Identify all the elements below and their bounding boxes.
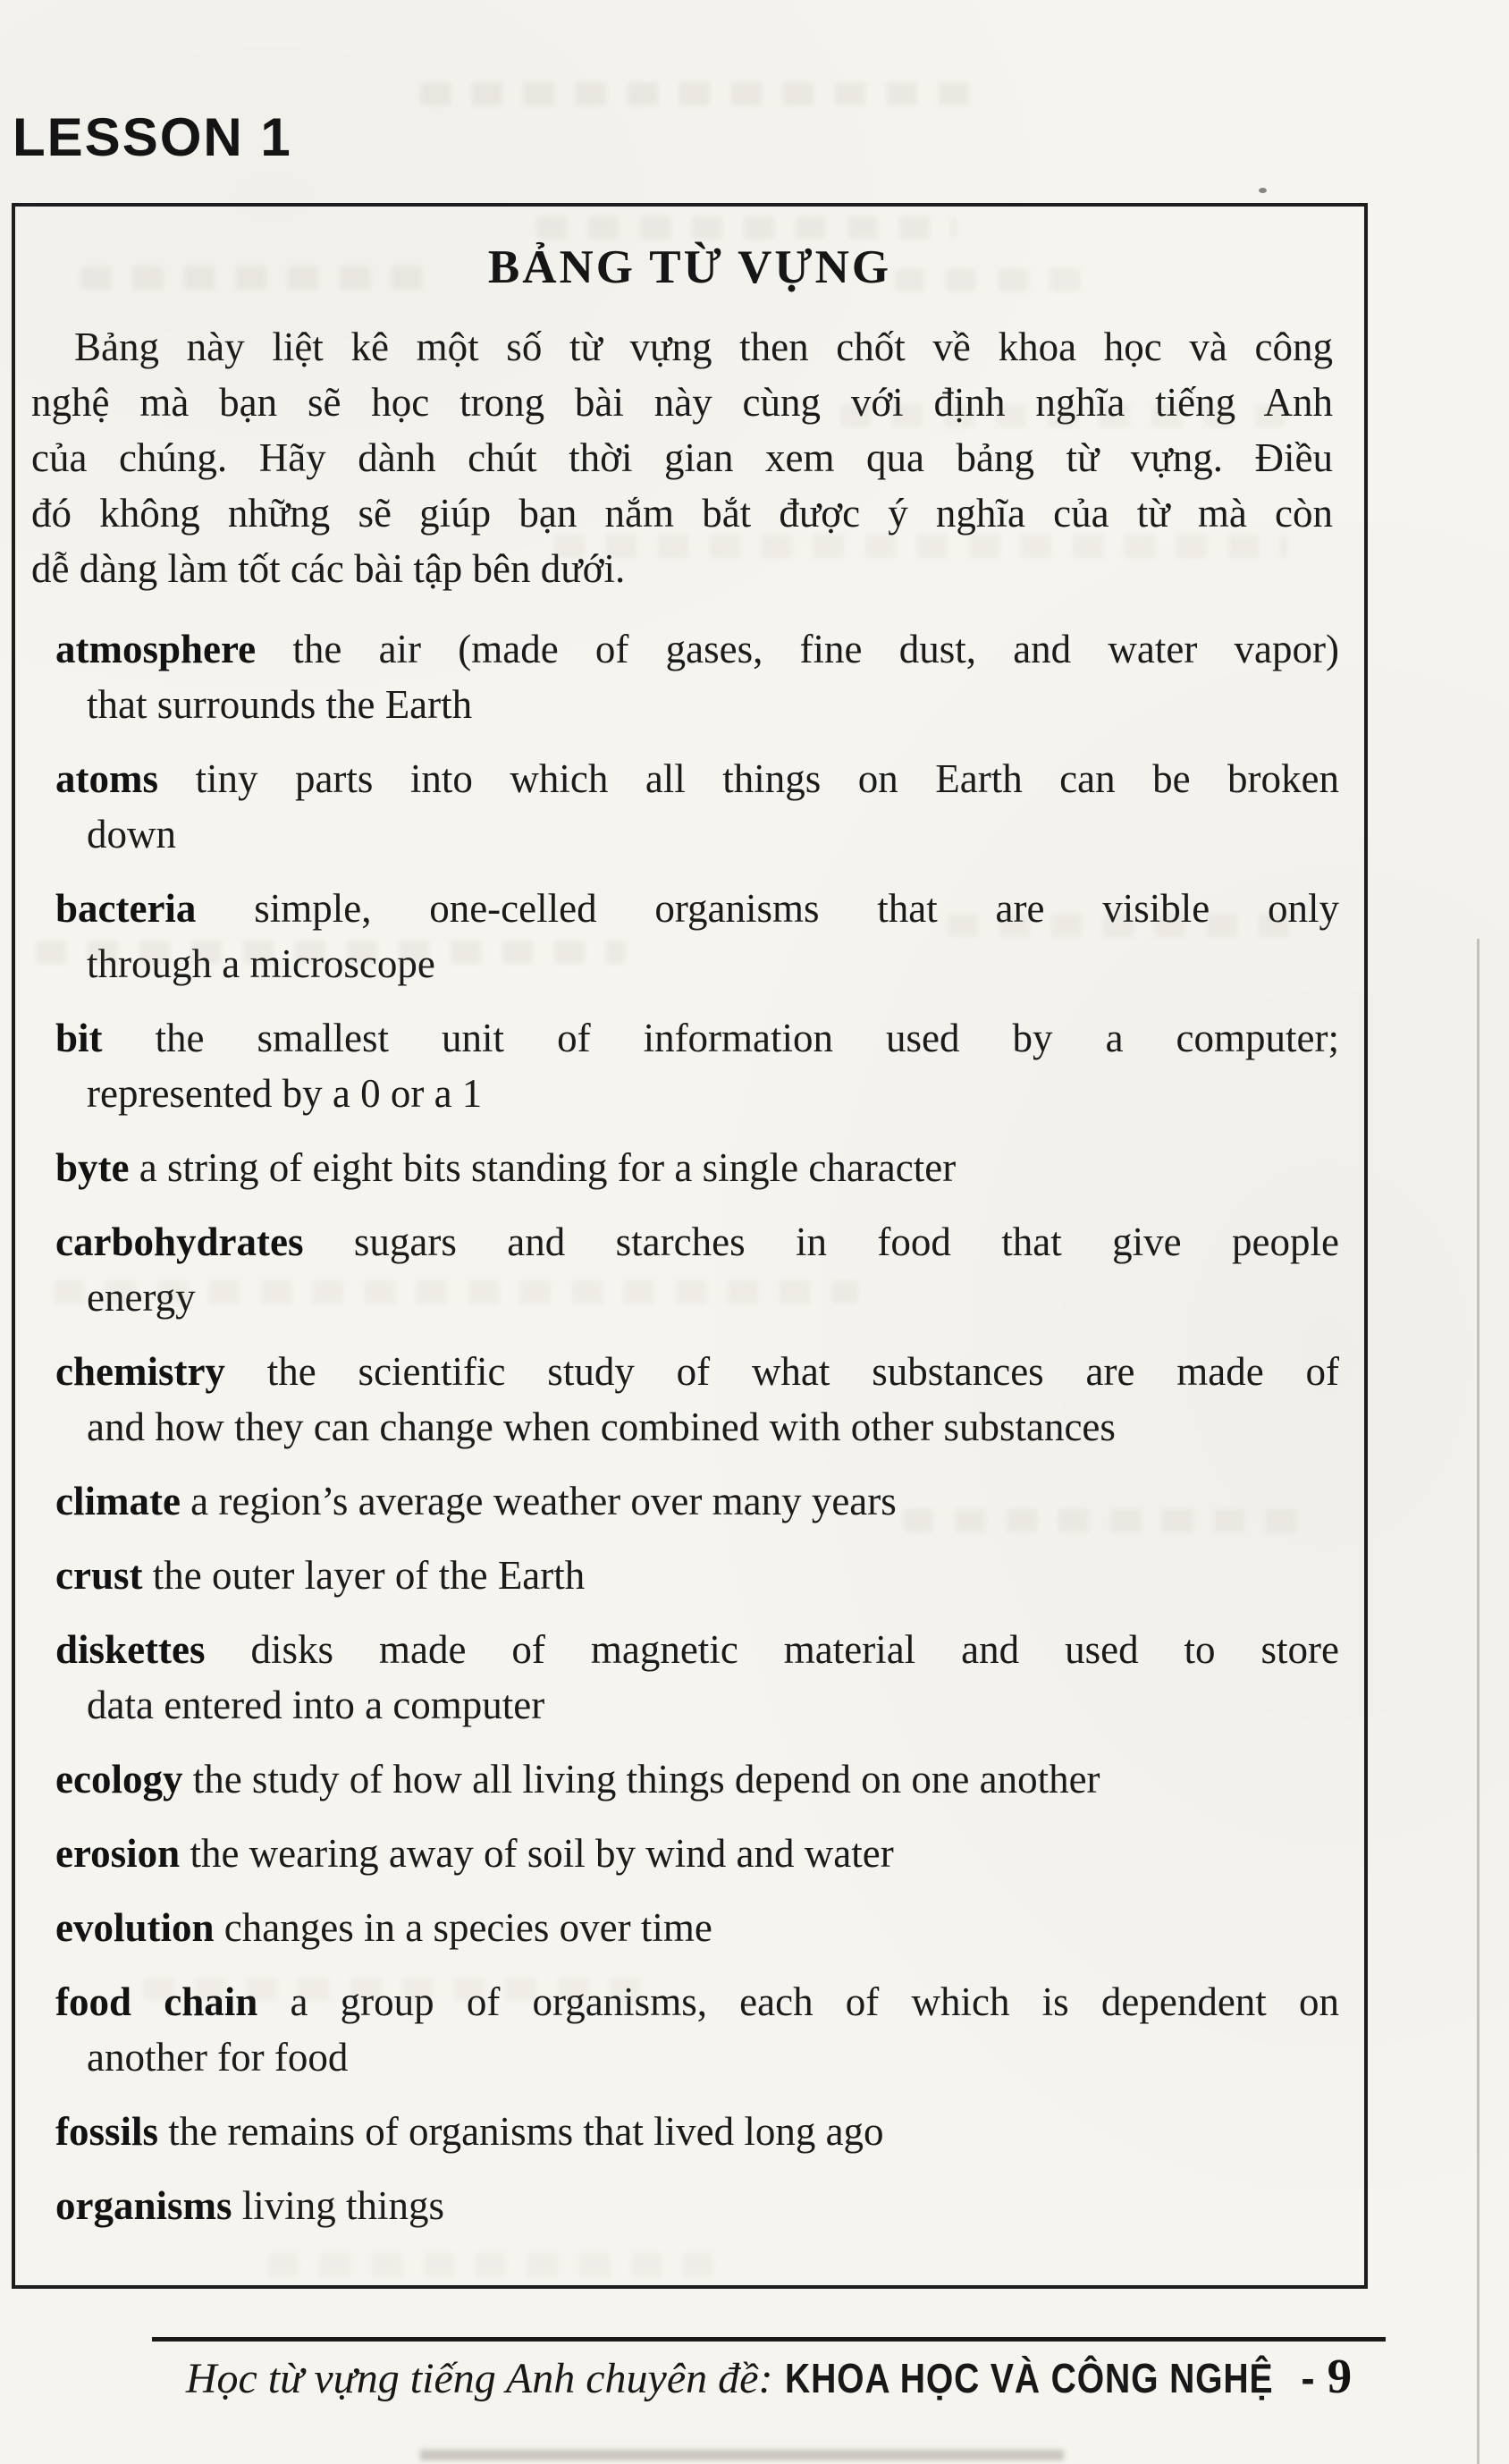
entry-definition-continuation: another for food (87, 2035, 349, 2080)
vocab-entry (55, 1826, 1339, 1881)
entry-definition-start: a region’s average weather over many years (190, 1479, 897, 1523)
vocab-entry (55, 1344, 1339, 1455)
entry-definition-start: the study of how all living things depend on one another (192, 1757, 1100, 1802)
scan-edge-line (1477, 939, 1479, 2464)
entry-term: chemistry (55, 1349, 225, 1394)
entry-term: bacteria (55, 886, 197, 931)
entry-first-line (55, 881, 1339, 936)
vocab-entry (55, 881, 1339, 992)
vocab-entry (55, 621, 1339, 732)
entry-first-line (55, 2178, 1339, 2233)
footer-separator: - (1301, 2355, 1315, 2401)
entry-term: ecology (55, 1757, 183, 1802)
vocab-entry (55, 1751, 1339, 1807)
entry-definition-start: simple, one-celled organisms that are visible only (254, 886, 1339, 931)
intro-line: của chúng. Hãy dành chút thời gian xem qua bảng từ vựng. Điều (31, 435, 1333, 480)
vocab-entry (55, 1900, 1339, 1955)
intro-line: dễ dàng làm tốt các bài tập bên dưới. (31, 546, 626, 591)
vocab-entry (55, 2104, 1339, 2159)
entry-definition-continuation: through a microscope (87, 941, 435, 986)
entry-definition-continuation: that surrounds the Earth (87, 682, 473, 727)
entry-definition-start: a group of organisms, each of which is dependent on (290, 1979, 1340, 2024)
vocab-entry (55, 1473, 1339, 1529)
entry-definition-start: the air (made of gases, fine dust, and water vapor) (292, 627, 1339, 671)
intro-line: nghệ mà bạn sẽ học trong bài này cùng với định nghĩa tiếng Anh (31, 380, 1333, 425)
entry-term: carbohydrates (55, 1219, 304, 1264)
vocab-list (55, 621, 1339, 2233)
footer-series-caps: KHOA HỌC VÀ CÔNG NGHỆ (785, 2355, 1274, 2401)
bleed-through-ghost (420, 82, 974, 105)
vocab-entry (55, 1214, 1339, 1325)
entry-term: food chain (55, 1979, 258, 2024)
entry-definition-continuation: data entered into a computer (87, 1683, 545, 1727)
entry-term: atmosphere (55, 627, 257, 671)
footer-series-title: Học từ vựng tiếng Anh chuyên đề: (185, 2355, 773, 2402)
entry-first-line (55, 621, 1339, 677)
entry-definition-continuation: and how they can change when combined with other substances (87, 1405, 1116, 1449)
entry-definition-start: the scientific study of what substances are made of (266, 1349, 1340, 1394)
entry-definition-start: the remains of organisms that lived long ago (168, 2109, 884, 2154)
footer-page-number: 9 (1327, 2349, 1353, 2403)
entry-first-line (55, 1622, 1339, 1677)
entry-first-line (55, 1010, 1339, 1066)
intro-line: đó không những sẽ giúp bạn nắm bắt được ý nghĩa của từ mà còn (31, 491, 1333, 536)
vocab-entry (55, 1548, 1339, 1603)
vocab-entry (55, 1974, 1339, 2085)
vocab-entry (55, 751, 1339, 862)
entry-term: byte (55, 1145, 130, 1190)
ink-dot (1259, 188, 1267, 193)
entry-first-line (55, 1548, 1339, 1603)
entry-definition-continuation: energy (87, 1275, 196, 1320)
scan-smudge (420, 2450, 1064, 2460)
footer (152, 2348, 1386, 2404)
entry-term: atoms (55, 756, 158, 801)
vocab-entry (55, 1010, 1339, 1121)
entry-term: organisms (55, 2183, 232, 2228)
entry-first-line (55, 1214, 1339, 1270)
entry-term: diskettes (55, 1627, 206, 1672)
entry-first-line (55, 1473, 1339, 1529)
entry-first-line (55, 1900, 1339, 1955)
entry-first-line (55, 1826, 1339, 1881)
entry-definition-start: the outer layer of the Earth (152, 1553, 586, 1598)
vocab-entry (55, 1140, 1339, 1195)
entry-first-line (55, 1751, 1339, 1807)
entry-term: erosion (55, 1831, 181, 1876)
entry-definition-continuation: represented by a 0 or a 1 (87, 1071, 483, 1116)
entry-first-line (55, 1140, 1339, 1195)
entry-first-line (55, 751, 1339, 806)
intro-line: Bảng này liệt kê một số từ vựng then chốt về khoa học và công (74, 325, 1333, 369)
entry-definition-start: sugars and starches in food that give people (353, 1219, 1339, 1264)
entry-term: crust (55, 1553, 143, 1598)
entry-term: fossils (55, 2109, 159, 2154)
entry-definition-continuation: down (87, 812, 176, 856)
entry-definition-start: the wearing away of soil by wind and water (190, 1831, 894, 1876)
entry-term: climate (55, 1479, 181, 1523)
lesson-heading: LESSON 1 (13, 107, 292, 167)
vocab-box (12, 203, 1368, 2289)
entry-definition-start: the smallest unit of information used by a computer; (155, 1016, 1339, 1060)
entry-definition-start: a string of eight bits standing for a single character (139, 1145, 957, 1190)
vocab-entry (55, 1622, 1339, 1733)
entry-first-line (55, 1974, 1339, 2029)
entry-definition-start: disks made of magnetic material and used to store (250, 1627, 1339, 1672)
footer-rule (152, 2337, 1386, 2342)
intro-paragraph (31, 319, 1333, 596)
vocab-entry (55, 2178, 1339, 2233)
entry-first-line (55, 1344, 1339, 1399)
entry-definition-start: changes in a species over time (223, 1905, 712, 1950)
entry-term: evolution (55, 1905, 215, 1950)
entry-term: bit (55, 1016, 103, 1060)
entry-definition-start: living things (241, 2183, 445, 2228)
entry-definition-start: tiny parts into which all things on Earth can be broken (195, 756, 1340, 801)
vocab-box-title: BẢNG TỪ VỰNG (487, 241, 892, 293)
entry-first-line (55, 2104, 1339, 2159)
